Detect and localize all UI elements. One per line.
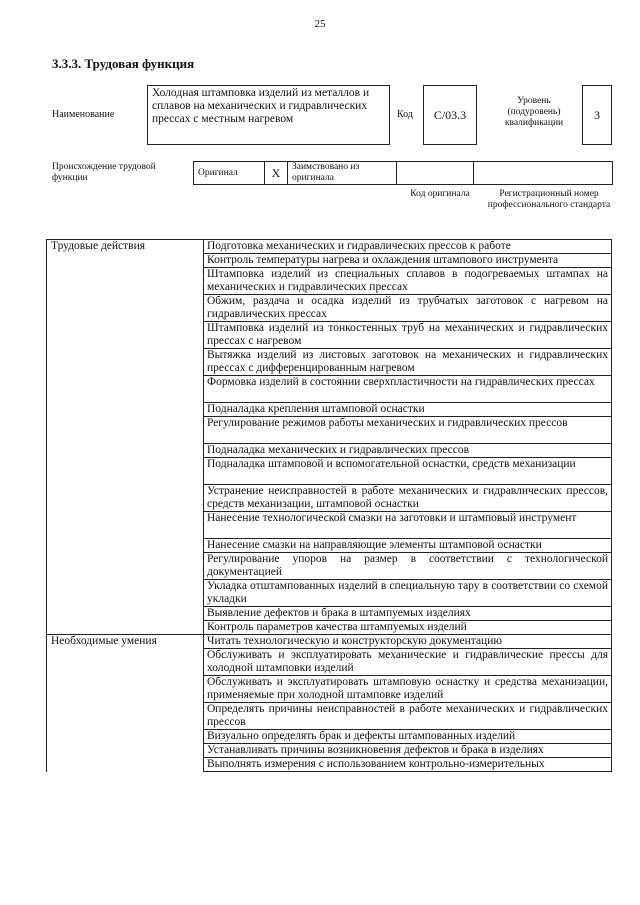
table-cell: Обслуживать и эксплуатировать штамповую оснастку и средства механизации, применяемые при холодной штамповке изделий [204,676,612,703]
table-cell: Устранение неисправностей в работе механических и гидравлических прессов, средств механизации, штамповой оснастки [204,485,612,512]
table-cell: Обжим, раздача и осадка изделий из трубчатых заготовок с нагревом на гидравлических прессах [204,295,612,322]
table-cell: Подналадка штамповой и вспомогательной оснастки, средств механизации [204,458,612,485]
category-cell: Необходимые умения [47,635,204,772]
table-cell: Контроль параметров качества штампуемых изделий [204,621,612,635]
table-cell: Регулирование упоров на размер в соответствии с технологической документацией [204,553,612,580]
function-code: C/03.3 [423,85,477,145]
qualification-level: 3 [582,85,612,145]
table-cell: Устанавливать причины возникновения дефектов и брака в изделиях [204,744,612,758]
origin-label: Происхождение трудовой функции [52,162,156,183]
code-original-caption: Код оригинала [410,189,470,199]
table-cell: Подналадка крепления штамповой оснастки [204,403,612,417]
function-name: Холодная штамповка изделий из металлов и сплавов на механических и гидравлических прессах с местным нагревом [147,85,390,145]
section-title: 3.3.3. Трудовая функция [52,56,195,71]
name-label: Наименование [52,109,115,120]
table-cell: Укладка отштампованных изделий в специальную тару в соответствии со схемой укладки [204,580,612,607]
original-mark: X [265,162,288,185]
level-label: Уровень (подуровень) квалификации [504,96,564,128]
table-cell: Штамповка изделий из тонкостенных труб на механических и гидравлических прессах с нагревом [204,322,612,349]
table-cell: Выполнять измерения с использованием контрольно-измерительных [204,758,612,772]
table-cell: Вытяжка изделий из листовых заготовок на механических и гидравлических прессах с дифференцированным нагревом [204,349,612,376]
reg-number-caption: Регистрационный номер профессионального стандарта [487,189,611,210]
category-cell: Трудовые действия [47,240,204,635]
code-label: Код [397,109,413,120]
borrowed-label: Заимствовано из оригинала [288,162,397,185]
table-cell: Выявление дефектов и брака в штампуемых изделиях [204,607,612,621]
original-label: Оригинал [194,162,265,185]
table-cell: Визуально определять брак и дефекты штампованных изделий [204,730,612,744]
table-cell: Штамповка изделий из специальных сплавов в подогреваемых штампах на механических и гидравлических прессах [204,268,612,295]
table-cell: Подготовка механических и гидравлических прессов к работе [204,240,612,254]
origin-table [193,161,613,185]
reg-number-cell [474,162,613,185]
table-cell: Нанесение смазки на направляющие элементы штамповой оснастки [204,539,612,553]
table-cell: Регулирование режимов работы механических и гидравлических прессов [204,417,612,444]
table-row [47,635,612,649]
table-cell: Контроль температуры нагрева и охлаждения штампового инструмента [204,254,612,268]
table-row [47,240,612,254]
table-cell: Определять причины неисправностей в работе механических и гидравлических прессов [204,703,612,730]
table-cell: Подналадка механических и гидравлических прессов [204,444,612,458]
function-table [46,239,612,772]
page-number: 25 [314,18,326,30]
code-original-cell [397,162,474,185]
table-cell: Читать технологическую и конструкторскую документацию [204,635,612,649]
table-cell: Обслуживать и эксплуатировать механические и гидравлические прессы для холодной штамповки изделий [204,649,612,676]
table-cell: Нанесение технологической смазки на заготовки и штамповый инструмент [204,512,612,539]
table-cell: Формовка изделий в состоянии сверхпластичности на гидравлических прессах [204,376,612,403]
